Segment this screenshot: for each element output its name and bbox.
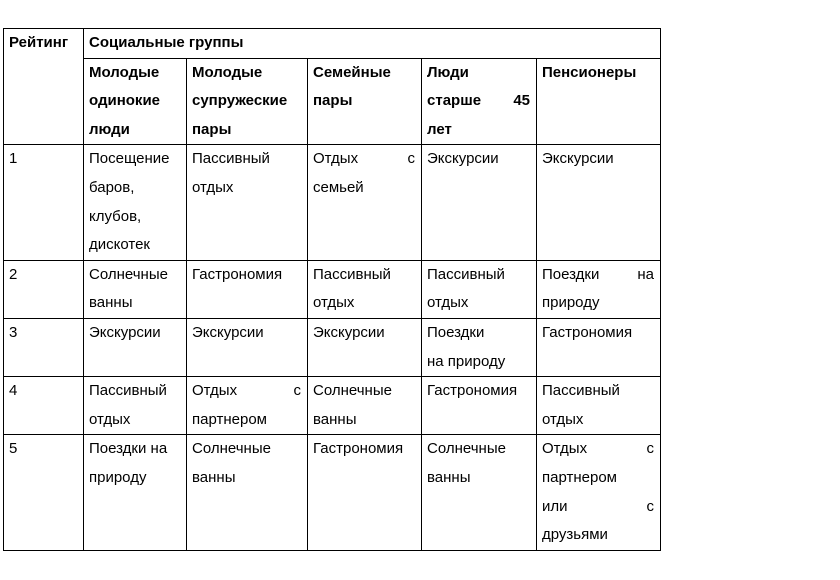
table-cell xyxy=(84,318,187,376)
rank-cell: 4 xyxy=(4,377,84,435)
cell-line: Гастрономия xyxy=(427,382,518,400)
cell-line: Гастрономия xyxy=(542,323,633,341)
cell-line: Пассивный xyxy=(89,382,167,400)
header-line: лет xyxy=(427,120,452,138)
table-cell xyxy=(187,260,308,318)
cell-line: Солнечные xyxy=(192,440,271,458)
header-line: люди xyxy=(89,120,130,138)
cell-line: дискотек xyxy=(89,236,150,254)
cell-line: Экскурсии xyxy=(192,323,264,341)
header-line: Молодые xyxy=(89,63,160,81)
rank-cell: 1 xyxy=(4,145,84,260)
cell-line: Отдых с xyxy=(313,150,415,168)
table-cell xyxy=(422,145,537,260)
cell-line: природу xyxy=(542,294,600,312)
table-row xyxy=(4,145,661,260)
table-cell xyxy=(84,377,187,435)
cell-line: клубов, xyxy=(89,207,142,225)
table-cell xyxy=(422,377,537,435)
cell-line: друзьями xyxy=(542,526,608,544)
cell-line: Солнечные xyxy=(427,440,506,458)
cell-line: Посещение xyxy=(89,150,170,168)
social-groups-header: Социальные группы xyxy=(84,29,661,59)
cell-line: Поездки xyxy=(427,323,485,341)
cell-line: Пассивный xyxy=(192,150,270,168)
table-row xyxy=(4,260,661,318)
cell-line: Отдых с xyxy=(192,382,301,400)
cell-line: семьей xyxy=(313,178,364,196)
table-cell xyxy=(537,318,661,376)
header-line: пары xyxy=(313,92,353,110)
table-cell xyxy=(308,377,422,435)
header-line: Пенсионеры xyxy=(542,63,637,81)
header-line: Молодые xyxy=(192,63,263,81)
group-header-young-couples xyxy=(187,58,308,145)
table-cell xyxy=(84,435,187,550)
table-cell xyxy=(84,260,187,318)
cell-line: Поездки на xyxy=(89,440,168,458)
table-row xyxy=(4,377,661,435)
table-cell xyxy=(187,377,308,435)
table-cell xyxy=(537,260,661,318)
rank-cell: 2 xyxy=(4,260,84,318)
table-cell xyxy=(308,318,422,376)
rank-cell: 3 xyxy=(4,318,84,376)
rating-table xyxy=(3,28,661,551)
table-cell xyxy=(187,435,308,550)
header-row-top xyxy=(4,29,661,59)
cell-line: ванны xyxy=(89,294,133,312)
cell-line: Гастрономия xyxy=(313,440,404,458)
group-header-families xyxy=(308,58,422,145)
table-cell xyxy=(422,435,537,550)
cell-line: Солнечные xyxy=(89,265,168,283)
cell-line: Пассивный xyxy=(542,382,620,400)
cell-line: партнером xyxy=(542,468,617,486)
header-line: одинокие xyxy=(89,92,161,110)
cell-line: партнером xyxy=(192,410,267,428)
table-cell xyxy=(308,145,422,260)
rating-header: Рейтинг xyxy=(4,29,84,145)
cell-line: Отдых с xyxy=(542,440,654,458)
cell-line: Пассивный xyxy=(313,265,391,283)
cell-line: на природу xyxy=(427,352,506,370)
table-row xyxy=(4,435,661,550)
header-line: супружеские xyxy=(192,92,288,110)
cell-line: Гастрономия xyxy=(192,265,283,283)
table-cell xyxy=(187,145,308,260)
cell-line: ванны xyxy=(192,468,236,486)
table-cell xyxy=(537,435,661,550)
cell-line: ванны xyxy=(313,410,357,428)
cell-line: отдых xyxy=(542,410,584,428)
header-row-groups xyxy=(4,58,661,145)
table-cell xyxy=(308,435,422,550)
cell-line: отдых xyxy=(192,178,234,196)
cell-line: Экскурсии xyxy=(427,150,499,168)
group-header-over-45 xyxy=(422,58,537,145)
cell-line: ванны xyxy=(427,468,471,486)
table-cell xyxy=(422,260,537,318)
cell-line: Солнечные xyxy=(313,382,392,400)
cell-line: Экскурсии xyxy=(89,323,161,341)
cell-line: Экскурсии xyxy=(313,323,385,341)
cell-line: Экскурсии xyxy=(542,150,614,168)
header-line: пары xyxy=(192,120,232,138)
cell-line: отдых xyxy=(89,410,131,428)
cell-line: Пассивный xyxy=(427,265,505,283)
cell-line: баров, xyxy=(89,178,135,196)
table-row xyxy=(4,318,661,376)
cell-line: или с xyxy=(542,497,654,515)
table-cell xyxy=(537,145,661,260)
rank-cell: 5 xyxy=(4,435,84,550)
cell-line: отдых xyxy=(427,294,469,312)
group-header-pensioners xyxy=(537,58,661,145)
header-line: Семейные xyxy=(313,63,391,81)
header-line: Люди xyxy=(427,63,469,81)
cell-line: Поездки на xyxy=(542,265,654,283)
table-cell xyxy=(84,145,187,260)
table-cell xyxy=(422,318,537,376)
table-cell xyxy=(187,318,308,376)
cell-line: отдых xyxy=(313,294,355,312)
group-header-young-single xyxy=(84,58,187,145)
table-cell xyxy=(308,260,422,318)
table-cell xyxy=(537,377,661,435)
header-line: старше 45 xyxy=(427,92,530,110)
cell-line: природу xyxy=(89,468,147,486)
